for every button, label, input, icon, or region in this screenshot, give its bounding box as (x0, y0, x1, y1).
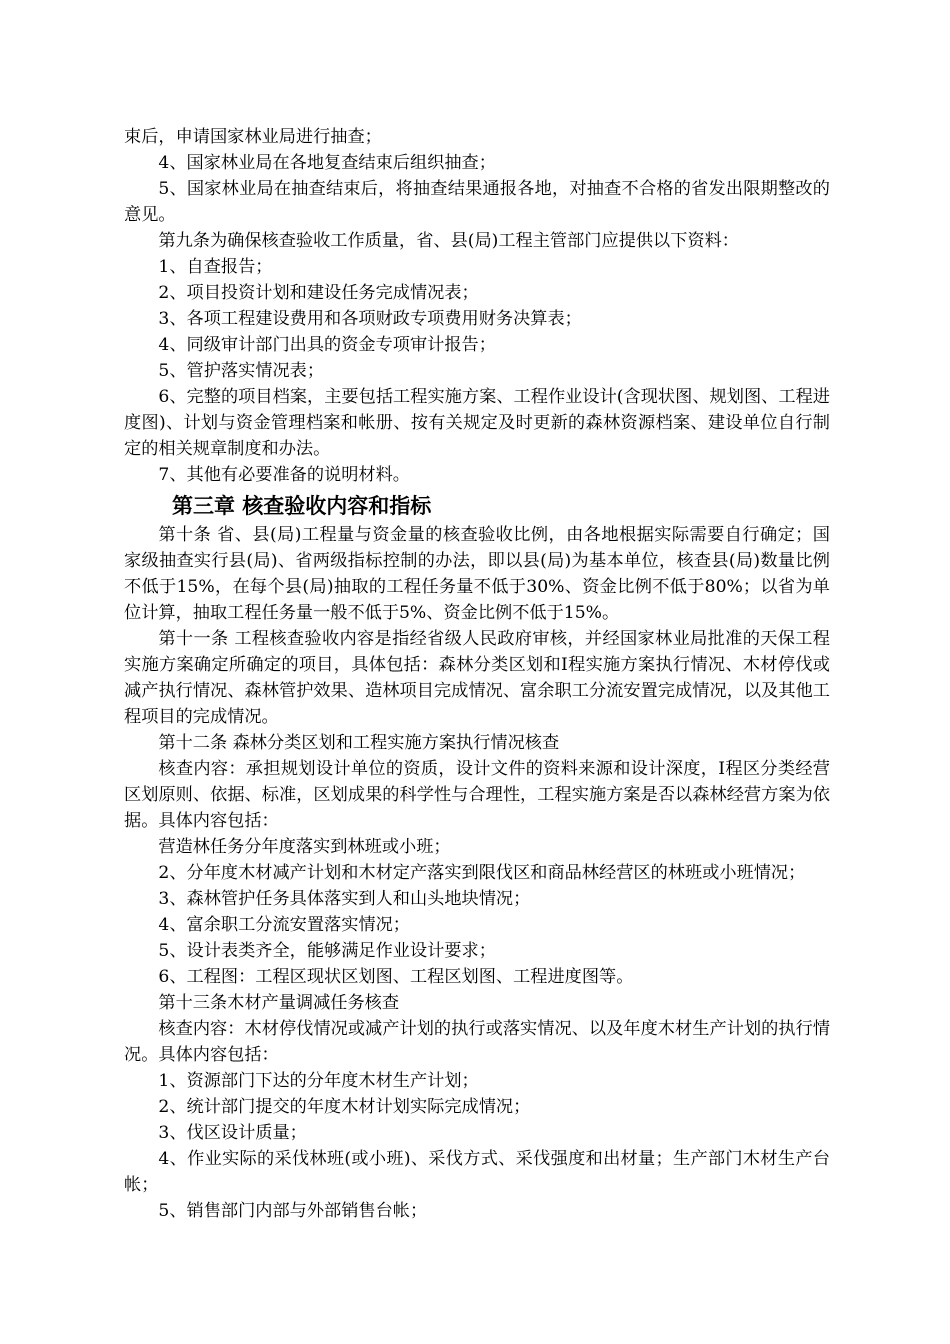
article-paragraph: 第九条为确保核查验收工作质量，省、县(局)工程主管部门应提供以下资料： (158, 231, 739, 251)
list-item: 6、工程图：工程区现状区划图、工程区划图、工程进度图等。 (158, 967, 634, 987)
list-item: 1、资源部门下达的分年度木材生产计划； (158, 1071, 479, 1091)
list-item: 5、国家林业局在抽查结束后，将抽查结果通报各地，对抽查不合格的省发出限期整改的意见。 (124, 179, 830, 225)
list-item: 2、项目投资计划和建设任务完成情况表； (158, 283, 479, 303)
list-item: 7、其他有必要准备的说明材料。 (158, 465, 410, 485)
list-item: 4、作业实际的采伐林班(或小班)、采伐方式、采伐强度和出材量；生产部门木材生产台帐； (124, 1149, 830, 1195)
article-paragraph: 第十条 省、县(局)工程量与资金量的核查验收比例，由各地根据实际需要自行确定；国家级抽查实行县(局)、省两级指标控制的办法，即以县(局)为基本单位，核查县(局)数量比例不低于15%，在每个县(局)抽取的工程任务量不低于30%、资金比例不低于80%；以省为单位计算，抽取工程任务量一般不低于5%、资金比例不低于15%。 (124, 525, 830, 623)
list-item: 营造林任务分年度落实到林班或小班； (158, 837, 451, 857)
paragraph: 核查内容：木材停伐情况或减产计划的执行或落实情况、以及年度木材生产计划的执行情况。具体内容包括： (124, 1019, 830, 1065)
list-item: 5、设计表类齐全，能够满足作业设计要求； (158, 941, 496, 961)
paragraph: 束后，申请国家林业局进行抽查； (124, 127, 382, 147)
list-item: 3、森林管护任务具体落实到人和山头地块情况； (158, 889, 531, 909)
list-item: 3、各项工程建设费用和各项财政专项费用财务决算表； (158, 309, 582, 329)
list-item: 5、管护落实情况表； (158, 361, 325, 381)
article-paragraph: 第十二条 森林分类区划和工程实施方案执行情况核查 (158, 733, 560, 753)
list-item: 3、伐区设计质量； (158, 1123, 307, 1143)
article-paragraph: 第十三条木材产量调减任务核查 (158, 993, 400, 1013)
paragraph: 核查内容：承担规划设计单位的资质，设计文件的资料来源和设计深度，I程区分类经营区划原则、依据、标准，区划成果的科学性与合理性，工程实施方案是否以森林经营方案为依据。具体内容包括： (124, 759, 830, 831)
list-item: 5、销售部门内部与外部销售台帐； (158, 1201, 428, 1221)
list-item: 2、分年度木材减产计划和木材定产落实到限伐区和商品林经营区的林班或小班情况； (158, 863, 806, 883)
list-item: 4、国家林业局在各地复查结束后组织抽查； (158, 153, 496, 173)
list-item: 4、同级审计部门出具的资金专项审计报告； (158, 335, 496, 355)
article-paragraph: 第十一条 工程核查验收内容是指经省级人民政府审核，并经国家林业局批准的天保工程实施方案确定所确定的项目，具体包括：森林分类区划和I程实施方案执行情况、木材停伐或减产执行情况、森林管护效果、造林项目完成情况、富余职工分流安置完成情况，以及其他工程项目的完成情况。 (124, 629, 830, 727)
document-body (124, 124, 830, 1224)
list-item: 6、完整的项目档案，主要包括工程实施方案、工程作业设计(含现状图、规划图、工程进度图)、计划与资金管理档案和帐册、按有关规定及时更新的森林资源档案、建设单位自行制定的相关规章制度和办法。 (124, 387, 830, 459)
list-item: 2、统计部门提交的年度木材计划实际完成情况； (158, 1097, 531, 1117)
chapter-heading: 第三章 核查验收内容和指标 (172, 494, 432, 518)
list-item: 1、自查报告； (158, 257, 273, 277)
list-item: 4、富余职工分流安置落实情况； (158, 915, 410, 935)
